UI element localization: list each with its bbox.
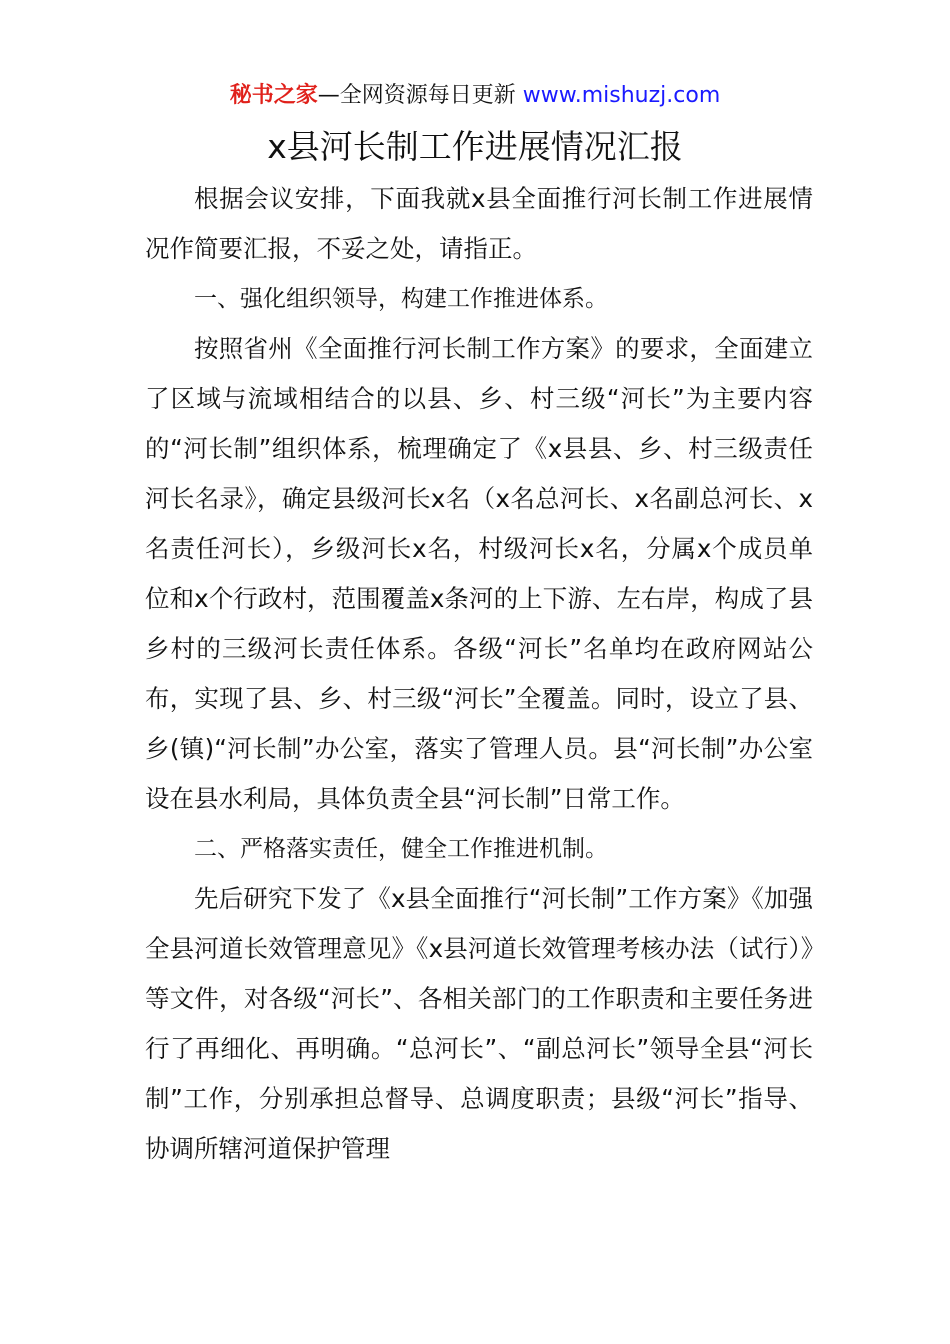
section-1-paragraph: 按照省州《全面推行河长制工作方案》的要求，全面建立了区域与流域相结合的以县、乡、村三级“河长”为主要内容的“河长制”组织体系，梳理确定了《x县县、乡、村三级责任河长名录》，确定县级河长x名（x名总河长、x名副总河长、x名责任河长），乡级河长x名，村级河长x名，分属x个成员单位和x个行政村，范围覆盖x条河的上下游、左右岸，构成了县乡村的三级河长责任体系。各级“河长”名单均在政府网站公布，实现了县、乡、村三级“河长”全覆盖。同时，设立了县、乡(镇)“河长制”办公室，落实了管理人员。县“河长制”办公室设在县水利局，具体负责全县“河长制”日常工作。 bbox=[145, 334, 813, 813]
site-header bbox=[0, 80, 950, 112]
brand-name: 秘书之家 bbox=[229, 83, 318, 108]
document-body bbox=[145, 174, 813, 1174]
section-1-heading: 一、强化组织领导，构建工作推进体系。 bbox=[194, 286, 608, 312]
site-url-link[interactable]: www.mishuzj.com bbox=[522, 83, 721, 108]
document-title: x县河长制工作进展情况汇报 bbox=[267, 127, 683, 166]
header-tagline: —全网资源每日更新 bbox=[317, 83, 516, 108]
intro-paragraph: 根据会议安排，下面我就x县全面推行河长制工作进展情况作简要汇报，不妥之处，请指正。 bbox=[145, 184, 813, 263]
section-2-heading: 二、严格落实责任，健全工作推进机制。 bbox=[194, 836, 608, 862]
section-2-paragraph: 先后研究下发了《x县全面推行“河长制”工作方案》《加强全县河道长效管理意见》《x县河道长效管理考核办法（试行）》等文件，对各级“河长”、各相关部门的工作职责和主要任务进行了再细化、再明确。“总河长”、“副总河长”领导全县“河长制”工作，分别承担总督导、总调度职责；县级“河长”指导、协调所辖河道保护管理 bbox=[145, 884, 813, 1163]
